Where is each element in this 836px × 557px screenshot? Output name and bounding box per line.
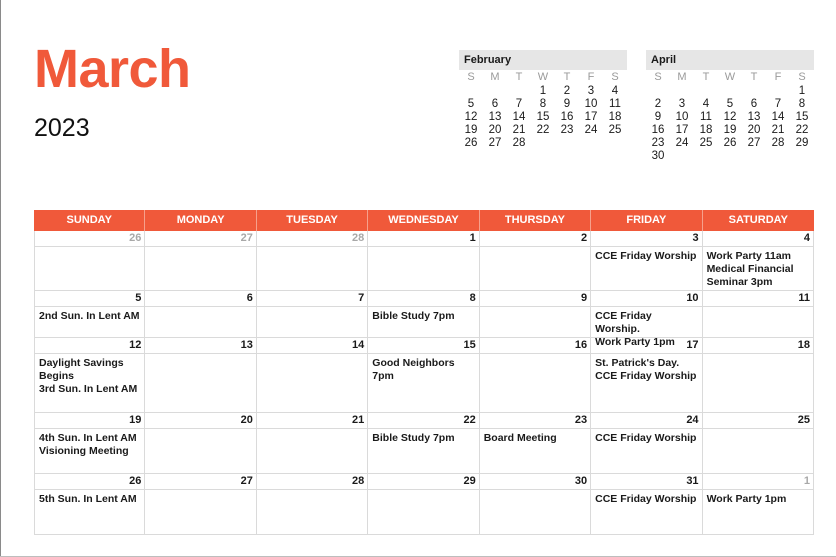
day-number: 27	[145, 231, 255, 247]
mini-day: 20	[747, 124, 761, 136]
mini-day: 23	[651, 137, 665, 149]
mini-day: 8	[539, 98, 547, 110]
day-cell	[145, 338, 256, 412]
year-title: 2023	[34, 114, 90, 142]
day-event	[145, 354, 255, 357]
mini-weekday-label: T	[563, 71, 571, 83]
day-cell	[257, 413, 368, 473]
day-number: 25	[703, 413, 813, 429]
day-number: 22	[368, 413, 478, 429]
mini-day: 23	[560, 124, 574, 136]
day-cell	[257, 474, 368, 534]
day-event	[480, 490, 590, 493]
day-event	[257, 247, 367, 250]
day-cell	[480, 338, 591, 412]
day-event: 4th Sun. In Lent AM Visioning Meeting	[39, 432, 137, 457]
day-cell	[591, 413, 702, 473]
week-row	[34, 474, 814, 535]
mini-day	[670, 150, 694, 163]
mini-day	[694, 85, 718, 98]
mini-day: 10	[675, 111, 689, 123]
day-cell	[591, 231, 702, 290]
day-event	[257, 307, 367, 310]
day-number: 27	[145, 474, 255, 490]
day-event: Board Meeting	[483, 432, 557, 444]
mini-calendar-header: February	[459, 50, 627, 70]
weekday-header-friday: FRIDAY	[591, 210, 702, 231]
weekday-header-wednesday: WEDNESDAY	[368, 210, 479, 231]
day-event	[257, 429, 367, 432]
mini-day	[507, 85, 531, 98]
mini-day	[579, 137, 603, 150]
day-event	[703, 354, 813, 357]
day-event	[145, 307, 255, 310]
mini-day: 14	[771, 111, 785, 123]
mini-day: 13	[747, 111, 761, 123]
mini-day	[483, 85, 507, 98]
day-cell	[703, 338, 814, 412]
mini-weekday-label: M	[490, 71, 500, 83]
day-number: 21	[257, 413, 367, 429]
mini-day	[766, 150, 790, 163]
day-event: Work Party 1pm	[706, 493, 787, 505]
day-number: 14	[257, 338, 367, 354]
day-event	[368, 490, 478, 493]
day-cell	[703, 474, 814, 534]
mini-day: 28	[512, 137, 526, 149]
day-event: CCE Friday Worship	[595, 432, 697, 444]
day-number: 26	[35, 231, 144, 247]
day-event: Work Party 11am Medical Financial Seminar 3pm	[706, 250, 794, 288]
day-number: 1	[703, 474, 813, 490]
day-number: 23	[480, 413, 590, 429]
day-number: 28	[257, 474, 367, 490]
day-event	[35, 247, 144, 250]
mini-day: 7	[515, 98, 523, 110]
mini-weekday-label: S	[467, 71, 475, 83]
calendar-body	[34, 231, 814, 535]
mini-day	[790, 150, 814, 163]
day-cell	[145, 413, 256, 473]
mini-day: 1	[798, 85, 806, 97]
day-cell	[34, 231, 145, 290]
mini-day	[555, 137, 579, 150]
day-event: St. Patrick's Day. CCE Friday Worship	[595, 357, 697, 382]
weekday-header-monday: MONDAY	[145, 210, 256, 231]
mini-weekday-label: F	[587, 71, 595, 83]
mini-day: 26	[723, 137, 737, 149]
mini-day	[670, 85, 694, 98]
day-number: 15	[368, 338, 478, 354]
mini-day	[646, 85, 670, 98]
mini-day	[718, 150, 742, 163]
mini-day	[459, 85, 483, 98]
week-row	[34, 338, 814, 413]
day-number: 8	[368, 291, 478, 307]
day-number: 30	[480, 474, 590, 490]
day-cell	[480, 413, 591, 473]
mini-day: 7	[774, 98, 782, 110]
mini-day: 21	[512, 124, 526, 136]
day-event: Good Neighbors 7pm	[372, 357, 455, 382]
day-cell	[368, 338, 479, 412]
mini-day	[531, 137, 555, 150]
mini-day: 16	[560, 111, 574, 123]
mini-day: 15	[795, 111, 809, 123]
day-cell	[591, 474, 702, 534]
day-cell	[145, 231, 256, 290]
mini-day: 18	[608, 111, 622, 123]
mini-day: 11	[609, 98, 621, 110]
day-event: CCE Friday Worship	[595, 250, 697, 262]
week-row	[34, 231, 814, 291]
day-cell	[257, 338, 368, 412]
day-number: 18	[703, 338, 813, 354]
day-event: Daylight Savings Begins 3rd Sun. In Lent AM	[39, 357, 138, 395]
mini-day: 2	[654, 98, 662, 110]
mini-day: 26	[464, 137, 478, 149]
mini-day: 28	[771, 137, 785, 149]
day-cell	[480, 474, 591, 534]
mini-day: 30	[651, 150, 665, 162]
day-number: 28	[257, 231, 367, 247]
mini-day: 17	[675, 124, 689, 136]
day-event	[145, 247, 255, 250]
page-left-edge	[0, 0, 1, 557]
day-event	[703, 429, 813, 432]
day-cell	[368, 413, 479, 473]
mini-weekday-label: S	[611, 71, 619, 83]
day-event	[480, 307, 590, 310]
day-number: 3	[591, 231, 701, 247]
weekday-header-thursday: THURSDAY	[480, 210, 591, 231]
mini-day: 14	[512, 111, 526, 123]
mini-day: 18	[699, 124, 713, 136]
day-event: CCE Friday Worship. Work Party 1pm	[595, 310, 675, 348]
day-event	[368, 247, 478, 250]
day-number: 4	[703, 231, 813, 247]
mini-calendar-header: April	[646, 50, 814, 70]
day-number: 20	[145, 413, 255, 429]
mini-day: 3	[587, 85, 595, 97]
week-row	[34, 413, 814, 474]
day-event	[480, 247, 590, 250]
mini-day	[742, 150, 766, 163]
mini-day: 6	[750, 98, 758, 110]
day-event: CCE Friday Worship	[595, 493, 697, 505]
day-event	[257, 354, 367, 357]
mini-weekday-label: W	[537, 71, 549, 83]
day-cell	[34, 413, 145, 473]
day-number: 26	[35, 474, 144, 490]
mini-day: 4	[702, 98, 710, 110]
mini-day: 1	[539, 85, 547, 97]
mini-weekday-label: T	[750, 71, 758, 83]
day-number: 6	[145, 291, 255, 307]
mini-day: 25	[608, 124, 622, 136]
mini-day	[694, 150, 718, 163]
mini-weekday-label: W	[724, 71, 736, 83]
mini-day: 9	[563, 98, 571, 110]
mini-day: 16	[651, 124, 665, 136]
mini-day	[603, 137, 627, 150]
day-event: Bible Study 7pm	[372, 310, 455, 322]
mini-day: 24	[675, 137, 689, 149]
mini-day: 22	[795, 124, 809, 136]
day-event: Bible Study 7pm	[372, 432, 455, 444]
month-title: March	[34, 39, 191, 99]
day-number: 29	[368, 474, 478, 490]
mini-weekday-label: T	[515, 71, 523, 83]
day-cell	[703, 413, 814, 473]
mini-day: 3	[678, 98, 686, 110]
day-cell	[368, 231, 479, 290]
weekday-header-tuesday: TUESDAY	[257, 210, 368, 231]
weekday-header-row	[34, 210, 814, 231]
day-number: 19	[35, 413, 144, 429]
mini-day: 13	[488, 111, 502, 123]
mini-day: 20	[488, 124, 502, 136]
mini-day: 15	[536, 111, 550, 123]
day-number: 9	[480, 291, 590, 307]
day-number: 13	[145, 338, 255, 354]
mini-day: 5	[467, 98, 475, 110]
day-number: 24	[591, 413, 701, 429]
day-cell	[145, 474, 256, 534]
day-number: 10	[591, 291, 701, 307]
mini-day: 9	[654, 111, 662, 123]
mini-calendar-grid	[646, 70, 814, 163]
mini-day: 10	[584, 98, 598, 110]
day-cell	[34, 338, 145, 412]
weekday-header-sunday: SUNDAY	[34, 210, 145, 231]
mini-day: 12	[723, 111, 737, 123]
mini-calendar-april	[646, 50, 814, 163]
mini-weekday-label: M	[677, 71, 687, 83]
mini-day	[718, 85, 742, 98]
mini-day: 8	[798, 98, 806, 110]
day-cell	[480, 231, 591, 290]
day-cell	[591, 338, 702, 412]
mini-day	[742, 85, 766, 98]
mini-day: 19	[723, 124, 737, 136]
day-number: 1	[368, 231, 478, 247]
mini-weekday-label: T	[702, 71, 710, 83]
day-event	[145, 429, 255, 432]
day-event: 5th Sun. In Lent AM	[39, 493, 137, 505]
month-calendar	[34, 210, 814, 535]
mini-day: 21	[771, 124, 785, 136]
day-cell	[34, 474, 145, 534]
mini-day: 5	[726, 98, 734, 110]
mini-day: 17	[584, 111, 598, 123]
mini-day: 29	[795, 137, 809, 149]
mini-day: 6	[491, 98, 499, 110]
mini-day: 22	[536, 124, 550, 136]
day-event	[257, 490, 367, 493]
mini-day: 4	[611, 85, 619, 97]
day-cell	[703, 231, 814, 290]
day-number: 2	[480, 231, 590, 247]
day-number: 12	[35, 338, 144, 354]
day-number: 11	[703, 291, 813, 307]
mini-day	[766, 85, 790, 98]
mini-weekday-label: S	[654, 71, 662, 83]
day-number: 5	[35, 291, 144, 307]
day-cell	[368, 474, 479, 534]
day-number: 31	[591, 474, 701, 490]
day-number: 17	[591, 338, 701, 354]
day-cell	[257, 231, 368, 290]
mini-weekday-label: S	[798, 71, 806, 83]
mini-day: 2	[563, 85, 571, 97]
mini-day: 12	[464, 111, 478, 123]
mini-day: 24	[584, 124, 598, 136]
day-event	[703, 307, 813, 310]
day-event	[480, 354, 590, 357]
mini-calendar-grid	[459, 70, 627, 150]
mini-day: 11	[700, 111, 712, 123]
day-number: 7	[257, 291, 367, 307]
mini-day: 25	[699, 137, 713, 149]
day-event: 2nd Sun. In Lent AM	[39, 310, 140, 322]
mini-weekday-label: F	[774, 71, 782, 83]
mini-day: 27	[488, 137, 502, 149]
mini-calendar-february	[459, 50, 627, 150]
mini-day: 27	[747, 137, 761, 149]
weekday-header-saturday: SATURDAY	[728, 214, 788, 226]
day-event	[145, 490, 255, 493]
day-number: 16	[480, 338, 590, 354]
mini-day: 19	[464, 124, 478, 136]
